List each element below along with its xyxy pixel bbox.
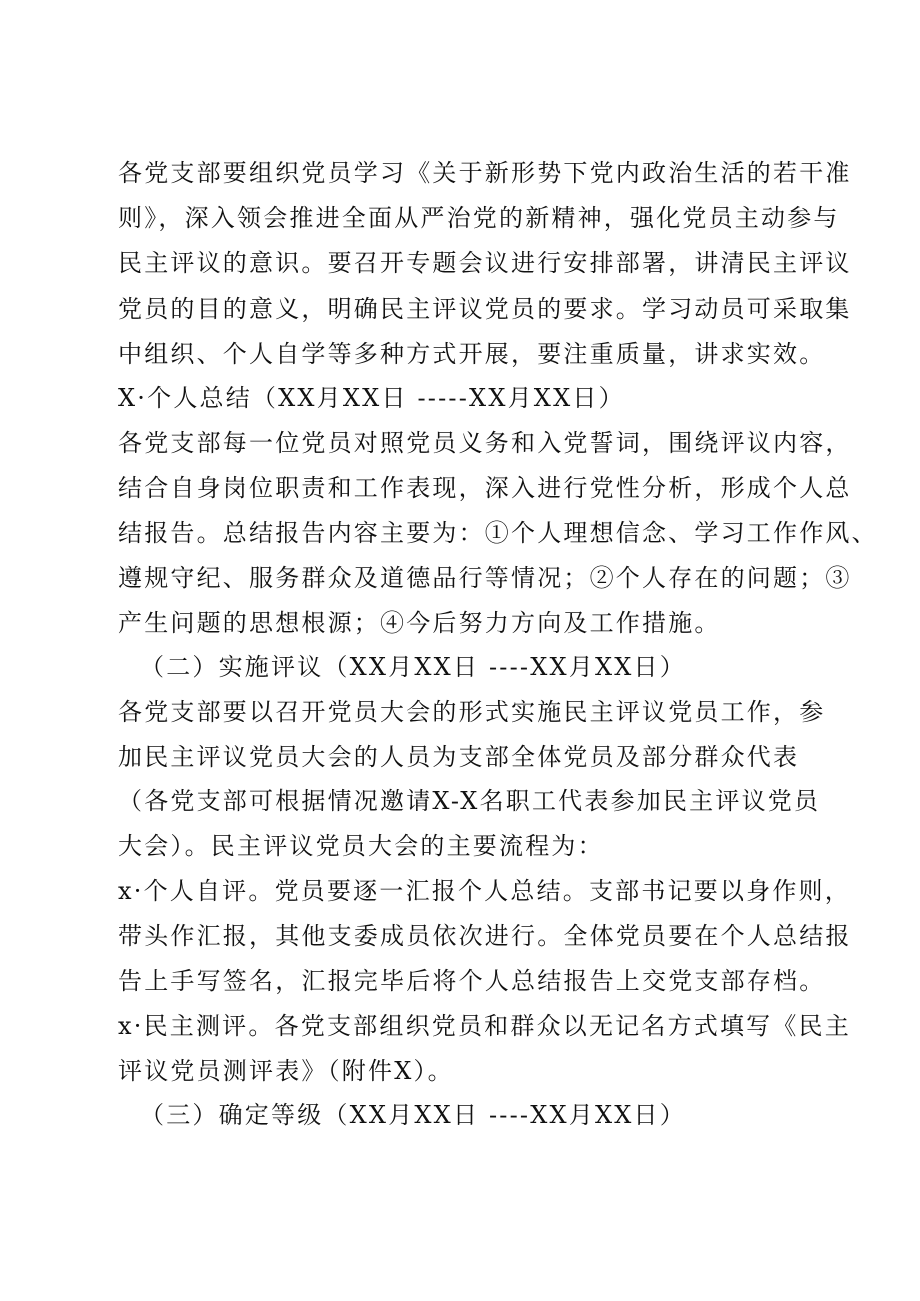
paragraph-line: 产生问题的思想根源；④今后努力方向及工作措施。 xyxy=(118,609,721,637)
paragraph-line: x·民主测评。各党支部组织党员和群众以无记名方式填写《民主 xyxy=(118,1012,851,1040)
paragraph-line: 则》，深入领会推进全面从严治党的新精神，强化党员主动参与 xyxy=(118,204,840,232)
paragraph-line: 党员的目的意义，明确民主评议党员的要求。学习动员可采取集 xyxy=(118,295,852,323)
paragraph-line: 结合自身岗位职责和工作表现，深入进行党性分析，形成个人总 xyxy=(118,474,852,502)
paragraph-line: 遵规守纪、服务群众及道德品行等情况；②个人存在的问题；③ xyxy=(118,564,852,592)
paragraph-line: 各党支部每一位党员对照党员义务和入党誓词，围绕评议内容， xyxy=(118,429,852,457)
section-heading: （二）实施评议（XX月XX日 ----XX月XX日） xyxy=(140,653,686,681)
paragraph-line: 加民主评议党员大会的人员为支部全体党员及部分群众代表 xyxy=(118,743,800,771)
paragraph-line: 带头作汇报，其他支委成员依次进行。全体党员要在个人总结报 xyxy=(118,922,852,950)
paragraph-line: x·个人自评。党员要逐一汇报个人总结。支部书记要以身作则， xyxy=(118,877,851,905)
paragraph-line: 评议党员测评表》（附件X）。 xyxy=(118,1057,454,1085)
paragraph-line: 各党支部要组织党员学习《关于新形势下党内政治生活的若干准 xyxy=(118,159,852,187)
paragraph-line: 中组织、个人自学等多种方式开展，要注重质量，讲求实效。 xyxy=(118,340,826,368)
paragraph-line: 大会）。民主评议党员大会的主要流程为： xyxy=(118,832,604,860)
paragraph-line: 各党支部要以召开党员大会的形式实施民主评议党员工作，参 xyxy=(118,698,826,726)
section-heading: （三）确定等级（XX月XX日 ----XX月XX日） xyxy=(140,1101,686,1129)
paragraph-line: 民主评议的意识。要召开专题会议进行安排部署，讲清民主评议 xyxy=(118,249,852,277)
paragraph-line: 告上手写签名，汇报完毕后将个人总结报告上交党支部存档。 xyxy=(118,967,826,995)
paragraph-line: （各党支部可根据情况邀请X-X名职工代表参加民主评议党员 xyxy=(118,787,821,815)
paragraph-line: 结报告。总结报告内容主要为：①个人理想信念、学习工作作风、 xyxy=(118,519,878,547)
section-heading: X·个人总结（XX月XX日 -----XX月XX日） xyxy=(118,384,625,412)
